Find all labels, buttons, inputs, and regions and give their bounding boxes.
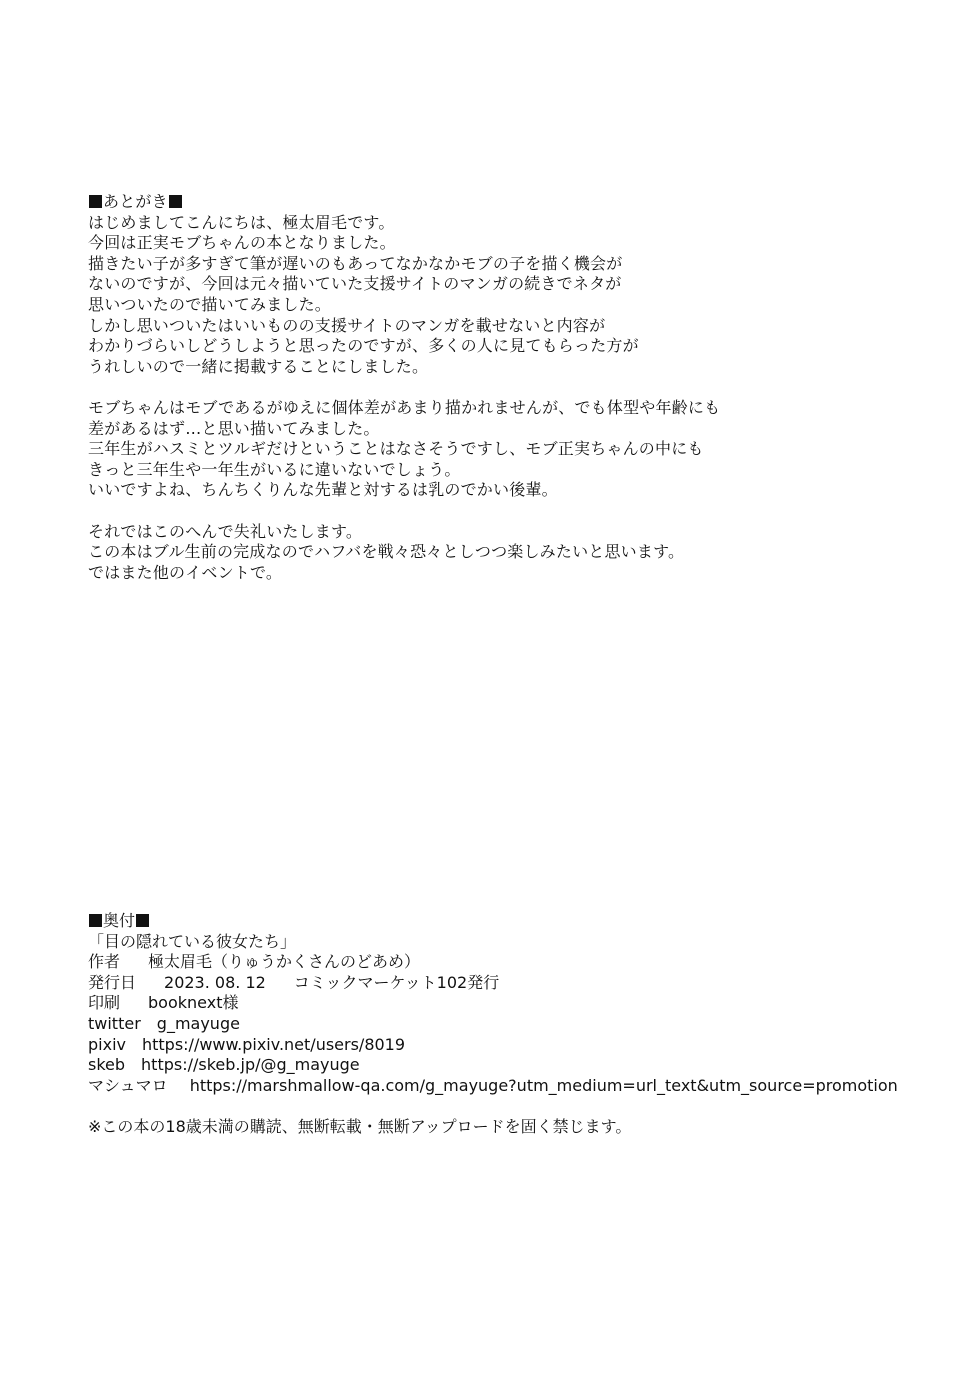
pixiv-label: pixiv <box>88 1034 126 1054</box>
marshmallow-url: https://marshmallow-qa.com/g_mayuge?utm_medium=url_text&utm_source=promotion <box>189 1075 898 1095</box>
text-line: 思いついたので描いてみました。 <box>88 294 332 314</box>
text-line: 今回は正実モブちゃんの本となりました。 <box>88 233 396 253</box>
publish-date-value: 2023. 08. 12 <box>164 972 266 992</box>
afterword-section <box>88 192 720 583</box>
notice-spacer <box>88 1096 898 1117</box>
age-restriction-notice: ※この本の18歳未満の購読、無断転載・無断アップロードを固く禁じます。 <box>88 1116 632 1136</box>
colophon-heading <box>88 911 898 932</box>
text-line: 三年生がハスミとツルギだけということはなさそうですし、モブ正実ちゃんの中にも <box>88 439 704 459</box>
event-value: コミックマーケット102発行 <box>293 972 500 992</box>
text-line: いいですよね、ちんちくりんな先輩と対するは乳のでかい後輩。 <box>88 480 558 500</box>
marshmallow-label: マシュマロ <box>88 1075 168 1095</box>
text-line: それではこのへんで失礼いたします。 <box>88 521 363 541</box>
printer-row <box>88 993 898 1014</box>
text-line: わかりづらいしどうしようと思ったのですが、多くの人に見てもらった方が <box>88 336 639 356</box>
paragraph-spacer <box>88 377 720 398</box>
text-line: ないのですが、今回は元々描いていた支援サイトのマンガの続きでネタが <box>88 274 622 294</box>
twitter-label: twitter <box>88 1013 141 1033</box>
afterword-paragraph-3 <box>88 522 720 584</box>
twitter-handle: g_mayuge <box>156 1013 240 1033</box>
publish-date-row <box>88 973 898 994</box>
publish-date-label: 発行日 <box>88 972 137 992</box>
author-value: 極太眉毛（りゅうかくさんのどあめ） <box>148 952 421 972</box>
marshmallow-row <box>88 1076 898 1097</box>
pixiv-row <box>88 1035 898 1056</box>
text-line: この本はブル生前の完成なのでハフバを戦々恐々としつつ楽しみたいと思います。 <box>88 542 685 562</box>
text-line: きっと三年生や一年生がいるに違いないでしょう。 <box>88 459 461 479</box>
square-bullet-icon <box>169 195 182 208</box>
book-title: 「目の隠れている彼女たち」 <box>88 931 297 951</box>
twitter-row <box>88 1014 898 1035</box>
square-bullet-icon <box>136 914 149 927</box>
printer-label: 印刷 <box>88 993 121 1013</box>
text-line: うれしいので一緒に掲載することにしました。 <box>88 356 429 376</box>
skeb-row <box>88 1055 898 1076</box>
text-line: 差があるはず…と思い描いてみました。 <box>88 418 380 438</box>
text-line: 描きたい子が多すぎて筆が遅いのもあってなかなかモブの子を描く機会が <box>88 253 623 273</box>
skeb-label: skeb <box>88 1055 126 1075</box>
afterword-paragraph-2 <box>88 398 720 501</box>
afterword-paragraph-1 <box>88 213 720 378</box>
square-bullet-icon <box>89 914 102 927</box>
text-line: ではまた他のイベントで。 <box>88 562 283 582</box>
afterword-heading-text: あとがき <box>103 192 168 211</box>
square-bullet-icon <box>89 195 102 208</box>
colophon-heading-text: 奥付 <box>103 911 136 930</box>
printer-value: booknext様 <box>148 993 239 1013</box>
text-line: はじめましてこんにちは、極太眉毛です。 <box>88 212 395 232</box>
paragraph-spacer <box>88 501 720 522</box>
pixiv-url: https://www.pixiv.net/users/8019 <box>141 1034 406 1054</box>
author-label: 作者 <box>88 952 121 972</box>
afterword-heading <box>88 192 720 213</box>
text-line: しかし思いついたはいいものの支援サイトのマンガを載せないと内容が <box>88 315 606 335</box>
skeb-url: https://skeb.jp/@g_mayuge <box>141 1055 360 1075</box>
colophon-section <box>88 911 898 1138</box>
text-line: モブちゃんはモブであるがゆえに個体差があまり描かれませんが、でも体型や年齢にも <box>88 397 721 417</box>
author-row <box>88 952 898 973</box>
